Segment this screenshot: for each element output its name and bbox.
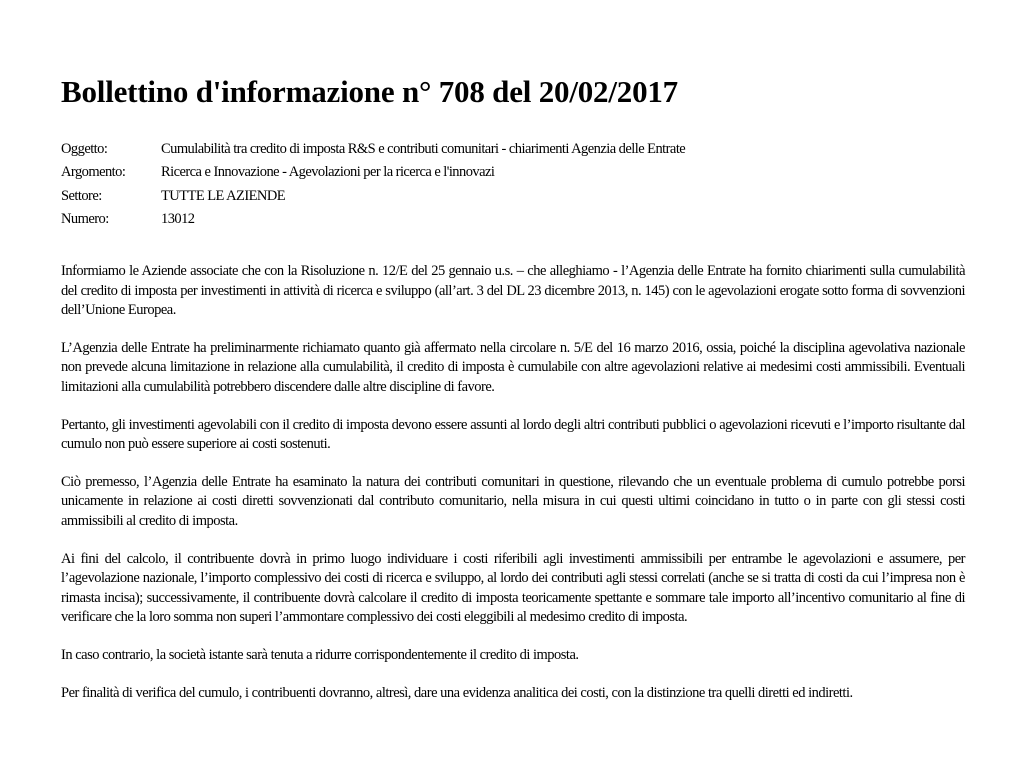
bulletin-body: [61, 262, 965, 721]
body-paragraph: L’Agenzia delle Entrate ha preliminarmente richiamato quanto già affermato nella circolare n. 5/E del 16 marzo 2016, ossia, poiché la disciplina agevolativa nazionale non prevede alcuna limitazione in relazione alla cumulabilità, il credito di imposta è cumulabile con altre agevolazioni relative ai medesimi costi ammissibili. Eventuali limitazioni alla cumulabilità potrebbero discendere dalle altre discipline di favore.: [61, 339, 965, 395]
page-title: Bollettino d'informazione n° 708 del 20/02/2017: [61, 74, 678, 109]
meta-label: Numero:: [61, 210, 109, 227]
meta-value: 13012: [161, 210, 195, 227]
body-paragraph: Pertanto, gli investimenti agevolabili con il credito di imposta devono essere assunti al lordo degli altri contributi pubblici o agevolazioni ricevuti e l’importo risultante dal cumulo non può essere superiore ai costi sostenuti.: [61, 416, 965, 453]
body-paragraph: Ciò premesso, l’Agenzia delle Entrate ha esaminato la natura dei contributi comunitari in questione, rilevando che un eventuale problema di cumulo potrebbe porsi unicamente in relazione ai costi diretti sovvenzionati dal contributo comunitario, nella misura in cui questi ultimi coincidano in tutto o in parte con gli stessi costi ammissibili al credito di imposta.: [61, 473, 965, 529]
body-paragraph: Per finalità di verifica del cumulo, i contribuenti dovranno, altresì, dare una evidenza analitica dei costi, con la distinzione tra quelli diretti ed indiretti.: [61, 684, 853, 701]
meta-row-settore: [61, 185, 965, 208]
body-paragraph: In caso contrario, la società istante sarà tenuta a ridurre corrispondentemente il credito di imposta.: [61, 646, 579, 663]
meta-value: Ricerca e Innovazione - Agevolazioni per la ricerca e l'innovazi: [161, 164, 495, 181]
meta-row-argomento: [61, 161, 965, 184]
body-paragraph: Ai fini del calcolo, il contribuente dovrà in primo luogo individuare i costi riferibili agli investimenti ammissibili per entrambe le agevolazioni e assumere, per l’agevolazione nazionale, l’importo complessivo dei costi di ricerca e sviluppo, al lordo dei contributi agli stessi correlati (anche se si tratta di costi da cui l’impresa non è rimasta incisa); successivamente, il contribuente dovrà calcolare il credito di imposta teoricamente spettante e sommare tale importo all’incentivo comunitario al fine di verificare che la loro somma non superi l’ammontare complessivo dei costi eleggibili al medesimo credito di imposta.: [61, 550, 965, 626]
meta-row-oggetto: [61, 138, 965, 161]
meta-label: Argomento:: [61, 164, 126, 181]
meta-value: TUTTE LE AZIENDE: [161, 187, 286, 204]
meta-row-numero: [61, 208, 965, 231]
bulletin-metadata: [61, 138, 965, 231]
body-paragraph: Informiamo le Aziende associate che con la Risoluzione n. 12/E del 25 gennaio u.s. – che alleghiamo - l’Agenzia delle Entrate ha fornito chiarimenti sulla cumulabilità del credito di imposta per investimenti in attività di ricerca e sviluppo (all’art. 3 del DL 23 dicembre 2013, n. 145) con le agevolazioni erogate sotto forma di sovvenzioni dell’Unione Europea.: [61, 263, 965, 319]
meta-value: Cumulabilità tra credito di imposta R&S e contributi comunitari - chiarimenti Agenzia delle Entrate: [161, 141, 686, 157]
meta-label: Settore:: [61, 187, 102, 204]
meta-label: Oggetto:: [61, 141, 108, 157]
